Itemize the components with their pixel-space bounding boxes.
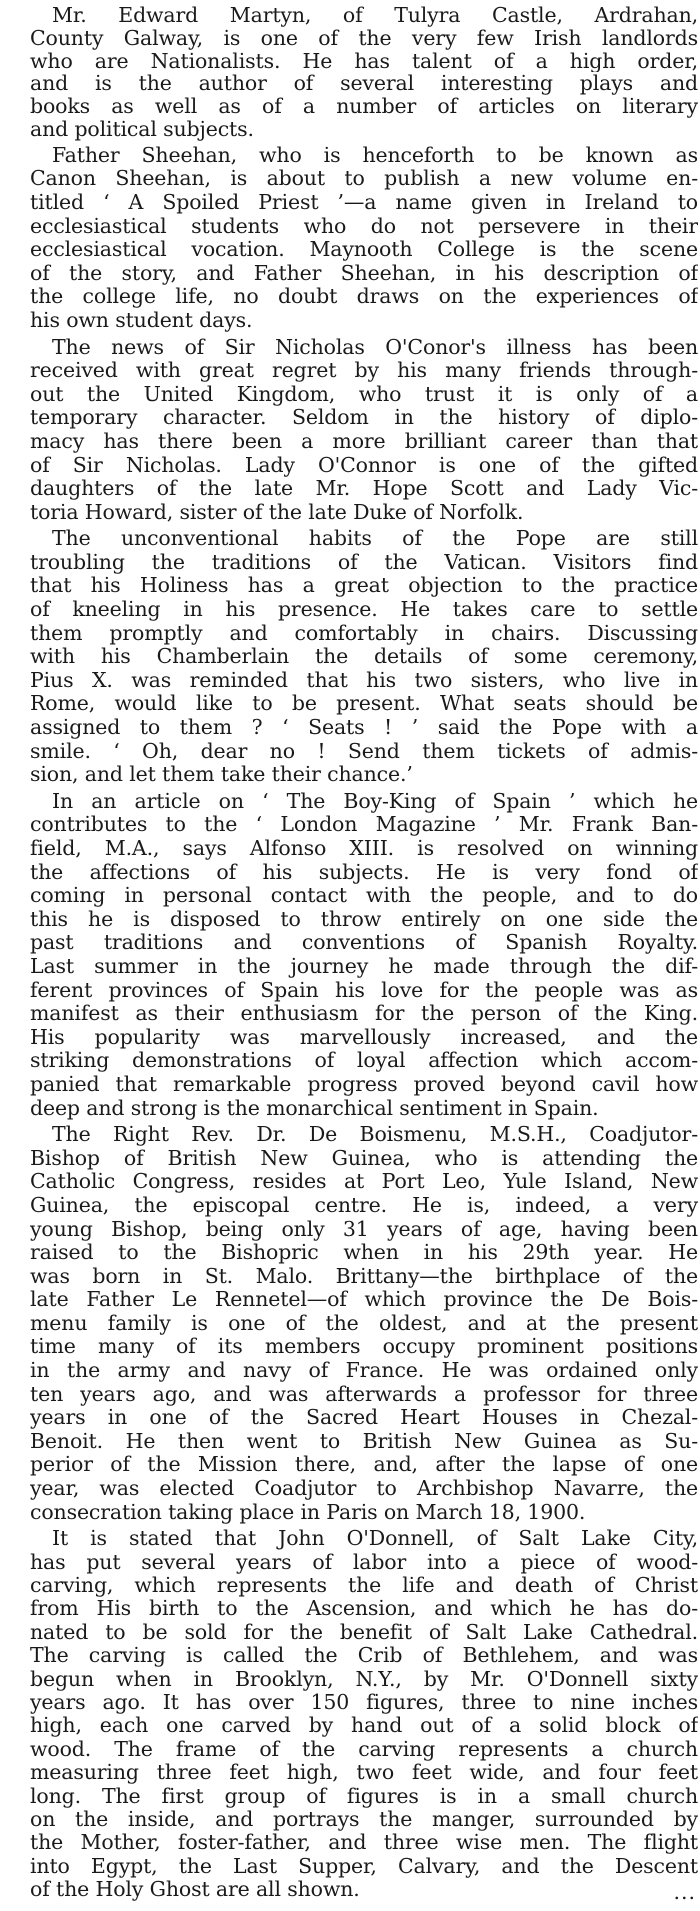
text-line: his own student days. [30,308,253,332]
text-line: in the army and navy of France. He was ordained only [30,1359,698,1383]
text-line: nated to be sold for the benefit of Salt Lake Cathedral. [30,1620,698,1644]
text-line: assigned to them ? ‘ Seats ! ’ said the Pope with a [30,716,698,740]
text-line: Mr. Edward Martyn, of Tulyra Castle, Ardrahan, [52,4,698,27]
text-line: It is stated that John O'Donnell, of Salt Lake City, [52,1527,698,1551]
text-line: was born in St. Malo. Brittany—the birthplace of the [30,1264,698,1288]
text-line: Guinea, the episcopal centre. He is, indeed, a very [30,1193,698,1217]
text-line: wood. The frame of the carving represents a church [30,1737,698,1761]
text-line: the affections of his subjects. He is very fond of [30,860,698,884]
text-line: ecclesiastical students who do not persevere in their [30,214,698,238]
text-line: measuring three feet high, two feet wide, and four feet [30,1761,698,1785]
text-line: young Bishop, being only 31 years of age, having been [30,1217,698,1241]
paragraph [30,336,698,525]
text-line: Father Sheehan, who is henceforth to be known as [52,143,698,167]
text-line: of the Holy Ghost are all shown. [30,1878,360,1902]
text-line: and political subjects. [30,117,254,141]
text-line: begun when in Brooklyn, N.Y., by Mr. O'Donnell sixty [30,1667,698,1691]
text-line: books as well as of a number of articles on literary [30,95,698,118]
text-line: the Mother, foster-father, and three wise men. The flight [30,1831,698,1855]
text-line: them promptly and comfortably in chairs. Discussing [30,621,698,645]
text-line: smile. ‘ Oh, dear no ! Send them tickets of admis- [30,739,698,763]
text-line: ecclesiastical vocation. Maynooth College is the scene [30,238,698,262]
text-line: contributes to the ‘ London Magazine ’ Mr. Frank Ban- [30,813,698,837]
text-line: of the story, and Father Sheehan, in his description of [30,261,698,285]
text-line: Canon Sheehan, is about to publish a new volume en- [30,167,698,191]
text-line: of kneeling in his presence. He takes care to settle [30,598,698,622]
text-line: who are Nationalists. He has talent of a high order, [30,49,698,73]
text-line: temporary character. Seldom in the history of diplo- [30,406,698,430]
text-line: high, each one carved by hand out of a solid block of [30,1714,698,1738]
text-line: deep and strong is the monarchical sentiment in Spain. [30,1096,599,1120]
text-line: The Right Rev. Dr. De Boismenu, M.S.H., Coadjutor- [52,1123,698,1147]
text-line: troubling the traditions of the Vatican. Visitors find [30,550,698,574]
text-line: consecration taking place in Paris on March 18, 1900. [30,1500,586,1524]
text-line: His popularity was marvellously increased, and the [30,1025,698,1049]
text-line: Pius X. was reminded that his two sisters, who live in [30,668,698,692]
text-line: that his Holiness has a great objection to the practice [30,574,698,598]
text-line: Rome, would like to be present. What seats should be [30,692,698,716]
text-line: ferent provinces of Spain his love for the people was as [30,978,698,1002]
text-line: the college life, no doubt draws on the experiences of [30,285,698,309]
text-line: ten years ago, and was afterwards a professor for three [30,1382,698,1406]
text-line: carving, which represents the life and death of Christ [30,1574,698,1597]
text-line: has put several years of labor into a piece of wood- [30,1550,698,1574]
text-line: on the inside, and portrays the manger, surrounded by [30,1807,698,1831]
text-line: field, M.A., says Alfonso XIII. is resolved on winning [30,837,698,860]
text-line: The news of Sir Nicholas O'Conor's illness has been [52,335,698,359]
text-line: received with great regret by his many friends through- [30,359,698,383]
text-line: late Father Le Rennetel—of which province the De Bois- [30,1288,698,1312]
article-column [30,4,698,1904]
text-line: out the United Kingdom, who trust it is only of a [30,382,698,406]
text-line: this he is disposed to throw entirely on one side the [30,907,698,931]
paragraph [30,1527,698,1901]
text-line: County Galway, is one of the very few Irish landlords [30,26,698,50]
text-line: Benoit. He then went to British New Guinea as Su- [30,1429,698,1453]
text-line: titled ‘ A Spoiled Priest ’—a name given in Ireland to [30,190,698,214]
text-line: perior of the Mission there, and, after the lapse of one [30,1453,698,1477]
paragraph [30,790,698,1120]
text-line: macy has there been a more brilliant career than that [30,429,698,453]
text-line: with his Chamberlain the details of some ceremony, [30,645,698,669]
text-line: toria Howard, sister of the late Duke of Norfolk. [30,500,524,524]
end-mark: ... [673,1880,696,1905]
text-line: years ago. It has over 150 figures, three to nine inches [30,1690,698,1714]
text-line: past traditions and conventions of Spanish Royalty. [30,931,698,955]
article-body [30,4,698,1901]
text-line: Catholic Congress, resides at Port Leo, Yule Island, New [30,1170,698,1194]
text-line: coming in personal contact with the people, and to do [30,884,698,908]
paragraph [30,4,698,141]
text-line: years in one of the Sacred Heart Houses in Chezal- [30,1406,698,1430]
text-line: Last summer in the journey he made through the dif- [30,954,698,978]
text-line: The unconventional habits of the Pope are still [52,527,698,551]
text-line: manifest as their enthusiasm for the person of the King. [30,1002,698,1026]
text-line: long. The first group of figures is in a small church [30,1784,698,1808]
text-line: into Egypt, the Last Supper, Calvary, and the Descent [30,1854,698,1878]
text-line: In an article on ‘ The Boy-King of Spain ’ which he [52,789,698,813]
text-line: menu family is one of the oldest, and at the present [30,1311,698,1335]
paragraph [30,527,698,787]
text-line: Bishop of British New Guinea, who is attending the [30,1146,698,1170]
text-line: time many of its members occupy prominent positions [30,1335,698,1359]
text-line: and is the author of several interesting plays and [30,72,698,96]
text-line: year, was elected Coadjutor to Archbishop Navarre, the [30,1477,698,1501]
text-line: of Sir Nicholas. Lady O'Connor is one of the gifted [30,453,698,477]
text-line: raised to the Bishopric when in his 29th year. He [30,1241,698,1265]
text-line: sion, and let them take their chance.’ [30,763,413,787]
paragraph [30,1123,698,1524]
text-line: striking demonstrations of loyal affection which accom- [30,1049,698,1073]
paragraph [30,144,698,333]
text-line: from His birth to the Ascension, and which he has do- [30,1597,698,1621]
text-line: daughters of the late Mr. Hope Scott and Lady Vic- [30,477,698,501]
text-line: panied that remarkable progress proved beyond cavil how [30,1072,698,1096]
text-line: The carving is called the Crib of Bethlehem, and was [30,1644,698,1668]
